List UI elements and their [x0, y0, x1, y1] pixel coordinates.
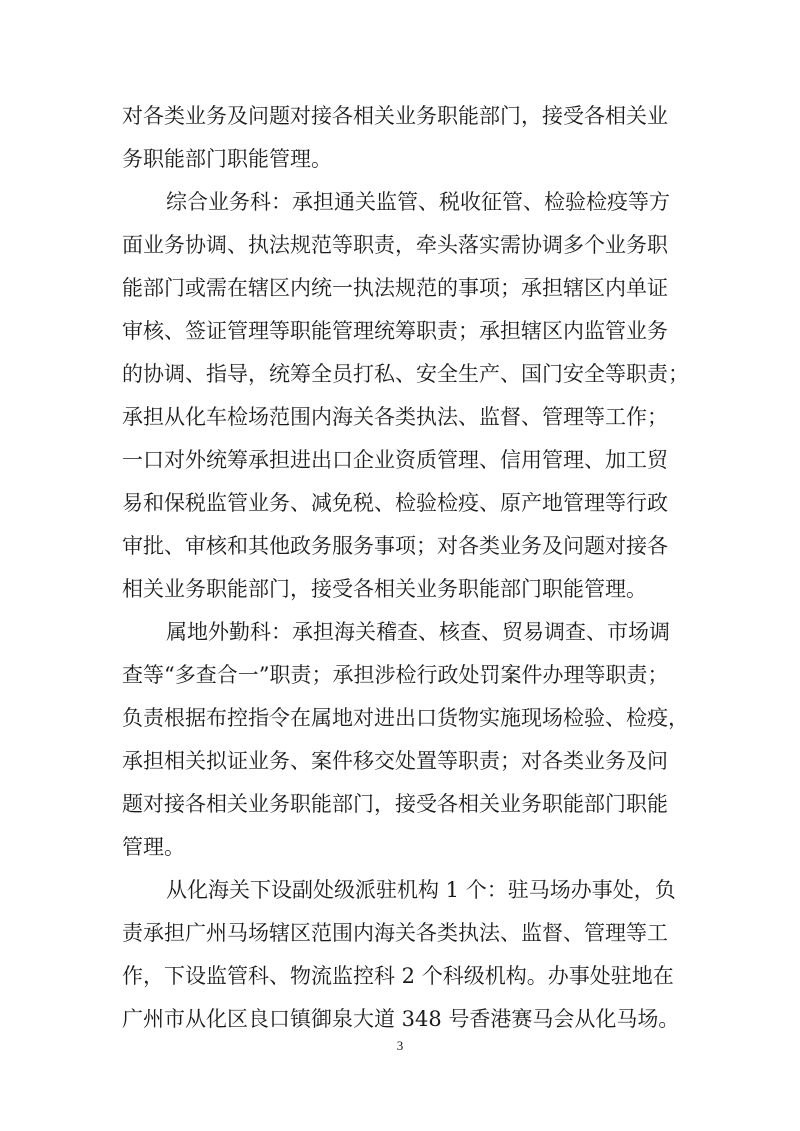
text-line: 查等“多查合一”职责；承担涉检行政处罚案件办理等职责； [122, 663, 669, 687]
text-line: 能部门或需在辖区内统一执法规范的事项；承担辖区内单证 [122, 276, 668, 300]
text-line: 的协调、指导，统筹全员打私、安全生产、国门安全等职责； [122, 362, 689, 386]
text-line: 管理。 [122, 835, 185, 859]
text-line: 承担从化车检场范围内海关各类执法、监督、管理等工作； [122, 405, 668, 429]
text-line: 一口对外统筹承担进出口企业资质管理、信用管理、加工贸 [122, 448, 668, 472]
text-line: 属地外勤科：承担海关稽查、核查、贸易调查、市场调 [166, 620, 670, 644]
text-line: 责承担广州马场辖区范围内海关各类执法、监督、管理等工 [122, 921, 668, 945]
text-line: 审批、审核和其他政务服务事项；对各类业务及问题对接各 [122, 534, 668, 558]
text-line: 负责根据布控指令在属地对进出口货物实施现场检验、检疫， [122, 706, 689, 730]
text-line: 广州市从化区良口镇御泉大道 348 号香港赛马会从化马场。 [122, 1007, 680, 1031]
text-line: 对各类业务及问题对接各相关业务职能部门，接受各相关业 [122, 104, 668, 128]
text-line: 相关业务职能部门，接受各相关业务职能部门职能管理。 [122, 577, 647, 601]
text-line: 综合业务科：承担通关监管、税收征管、检验检疫等方 [166, 190, 670, 214]
page-number: 3 [396, 1038, 404, 1053]
text-line: 作，下设监管科、物流监控科 2 个科级机构。办事处驻地在 [122, 964, 674, 988]
text-line: 面业务协调、执法规范等职责，牵头落实需协调多个业务职 [122, 233, 668, 257]
text-line: 务职能部门职能管理。 [122, 147, 332, 171]
text-line: 题对接各相关业务职能部门，接受各相关业务职能部门职能 [122, 792, 668, 816]
text-line: 审核、签证管理等职能管理统筹职责；承担辖区内监管业务 [122, 319, 668, 343]
text-line: 承担相关拟证业务、案件移交处置等职责；对各类业务及问 [122, 749, 668, 773]
text-line: 从化海关下设副处级派驻机构 1 个：驻马场办事处，负 [166, 878, 676, 902]
text-line: 易和保税监管业务、减免税、检验检疫、原产地管理等行政 [122, 491, 668, 515]
